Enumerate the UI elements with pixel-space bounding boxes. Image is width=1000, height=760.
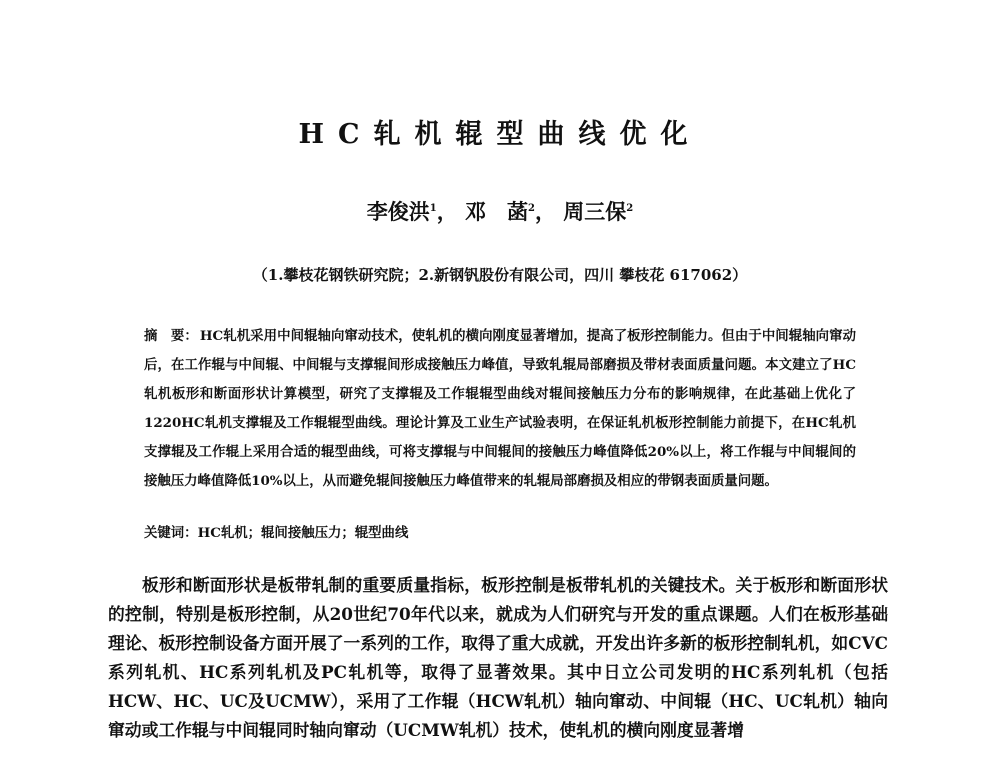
abstract-label: 摘 要： [144,328,198,344]
author-name: 邓 菡 [465,199,529,224]
body-paragraph: 板形和断面形状是板带轧制的重要质量指标，板形控制是板带轧机的关键技术。关于板形和断面形状的控制，特别是板形控制，从20世纪70年代以来，就成为人们研究与开发的重点课题。人们在板形基础理论、板形控制设备方面开展了一系列的工作，取得了重大成就，开发出许多新的板形控制轧机，如CVC系列轧机、HC系列轧机及PC轧机等，取得了显著效果。其中日立公司发明的HC系列轧机（包括HCW、HC、UC及UCMW），采用了工作辊（HCW轧机）轴向窜动、中间辊（HC、UC轧机）轴向窜动或工作辊与中间辊同时轴向窜动（UCMW轧机）技术，使轧机的横向刚度显著增 [108,575,888,740]
author-name: 周三保 [563,199,627,224]
affiliation-marker: 2 [626,203,634,214]
affiliation-marker: 1 [429,203,437,214]
author-name: 李俊洪 [366,199,430,224]
affiliation-marker: 2 [528,203,535,214]
author-list [0,196,1000,226]
author-separator: ， [534,199,556,224]
abstract-text: HC轧机采用中间辊轴向窜动技术，使轧机的横向刚度显著增加，提高了板形控制能力。但由于中间辊轴向窜动后，在工作辊与中间辊、中间辊与支撑辊间形成接触压力峰值，导致轧辊局部磨损及带材表面质量问题。本文建立了HC轧机板形和断面形状计算模型，研究了支撑辊及工作辊辊型曲线对辊间接触压力分布的影响规律，在此基础上优化了1220HC轧机支撑辊及工作辊辊型曲线。理论计算及工业生产试验表明，在保证轧机板形控制能力前提下，在HC轧机支撑辊及工作辊上采用合适的辊型曲线，可将支撑辊与中间辊间的接触压力峰值降低20%以上，将工作辊与中间辊间的接触压力峰值降低10%以上，从而避免辊间接触压力峰值带来的轧辊局部磨损及相应的带钢表面质量问题。 [144,328,856,489]
paper-title: HC轧机辊型曲线优化 [298,119,702,150]
keywords-label: 关键词： [144,525,198,541]
keywords-text: HC轧机；辊间接触压力；辊型曲线 [197,525,409,541]
affiliation: （1.攀枝花钢铁研究院；2.新钢钒股份有限公司，四川 攀枝花 617062） [252,266,748,284]
author-separator: ， [436,199,458,224]
keywords [144,522,856,541]
abstract [144,322,856,496]
